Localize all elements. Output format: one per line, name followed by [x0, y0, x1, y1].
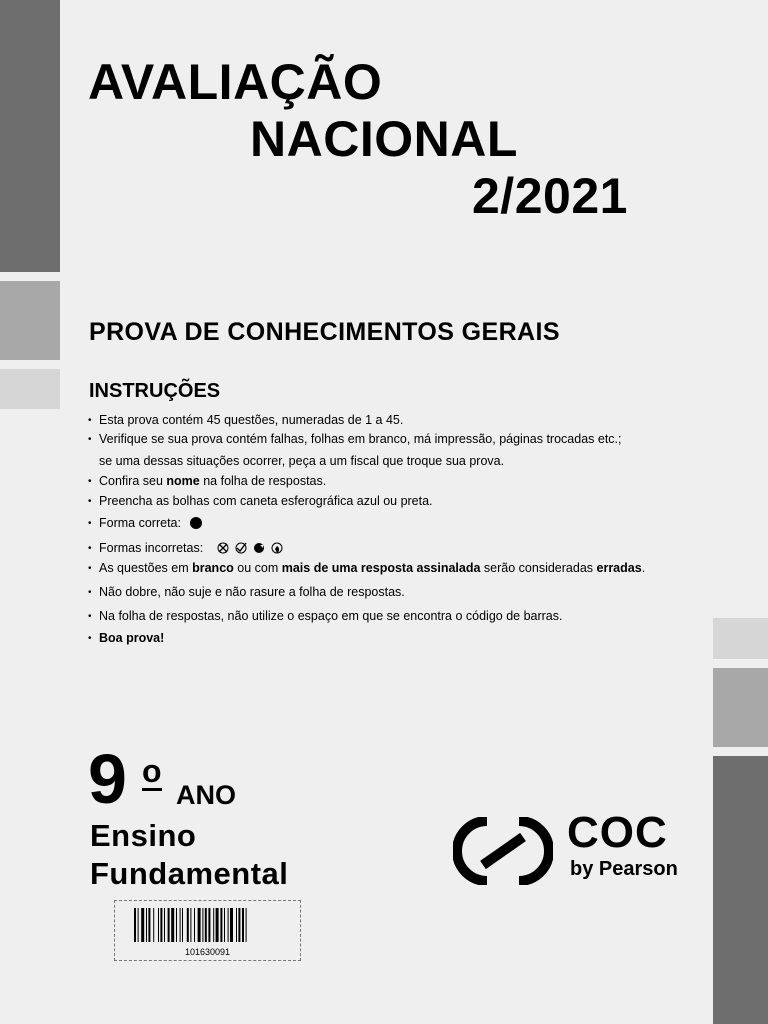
right-bar-dark	[713, 756, 768, 1024]
barcode-number: 101630091	[184, 947, 231, 957]
coc-logo-mark-icon	[453, 817, 553, 885]
crossed-bubble-icon	[217, 542, 229, 554]
bullet-icon: •	[88, 586, 92, 598]
checked-bubble-icon	[235, 542, 247, 554]
instruction-item: • Esta prova contém 45 questões, numeradas de 1 a 45.	[88, 413, 404, 427]
filled-bubble-icon	[190, 517, 202, 529]
right-bar-light	[713, 618, 768, 659]
bullet-icon: •	[88, 433, 92, 445]
instruction-item: • Formas incorretas:	[88, 541, 283, 555]
exam-subtitle: PROVA DE CONHECIMENTOS GERAIS	[89, 318, 560, 346]
logo-subtitle: by Pearson	[570, 858, 678, 880]
instruction-item: • Preencha as bolhas com caneta esferográfica azul ou preta.	[88, 494, 433, 508]
bullet-icon: •	[88, 495, 92, 507]
instructions-heading: INSTRUÇÕES	[89, 380, 221, 402]
instruction-item: • Na folha de respostas, não utilize o espaço em que se encontra o código de barras.	[88, 609, 563, 623]
education-level-line-1: Ensino	[90, 818, 197, 853]
bullet-icon: •	[88, 562, 92, 574]
bullet-icon: •	[88, 517, 92, 529]
grade-ordinal: o	[142, 753, 162, 789]
education-level-line-2: Fundamental	[90, 856, 289, 891]
instruction-item-continued: se uma dessas situações ocorrer, peça a um fiscal que troque sua prova.	[99, 454, 505, 468]
grade-number: 9	[88, 740, 127, 818]
title-line-2: NACIONAL	[250, 111, 518, 167]
instruction-item: • Boa prova!	[88, 631, 165, 645]
left-bar-dark	[0, 0, 60, 272]
title-line-1: AVALIAÇÃO	[88, 54, 383, 110]
half-filled-bubble-icon	[271, 542, 283, 554]
bullet-icon: •	[88, 610, 92, 622]
right-bar-mid	[713, 668, 768, 747]
grade-label: ANO	[176, 780, 236, 810]
logo-wordmark: COC	[567, 808, 668, 857]
bullet-icon: •	[88, 475, 92, 487]
barcode-icon	[134, 908, 284, 942]
instruction-item: • Verifique se sua prova contém falhas, folhas em branco, má impressão, páginas trocadas etc.;	[88, 432, 622, 446]
bullet-icon: •	[88, 414, 92, 426]
left-bar-light	[0, 369, 60, 409]
bullet-icon: •	[88, 632, 92, 644]
partially-filled-bubble-icon	[253, 542, 265, 554]
bullet-icon: •	[88, 542, 92, 554]
instruction-item: • Forma correta:	[88, 516, 202, 530]
instruction-item: • Confira seu nome na folha de respostas.	[88, 474, 327, 488]
left-bar-mid	[0, 281, 60, 360]
instruction-item: • Não dobre, não suje e não rasure a folha de respostas.	[88, 585, 405, 599]
title-line-3: 2/2021	[472, 168, 628, 224]
instruction-item: • As questões em branco ou com mais de uma resposta assinalada serão consideradas erradas .	[88, 561, 646, 575]
barcode-box	[114, 900, 301, 961]
